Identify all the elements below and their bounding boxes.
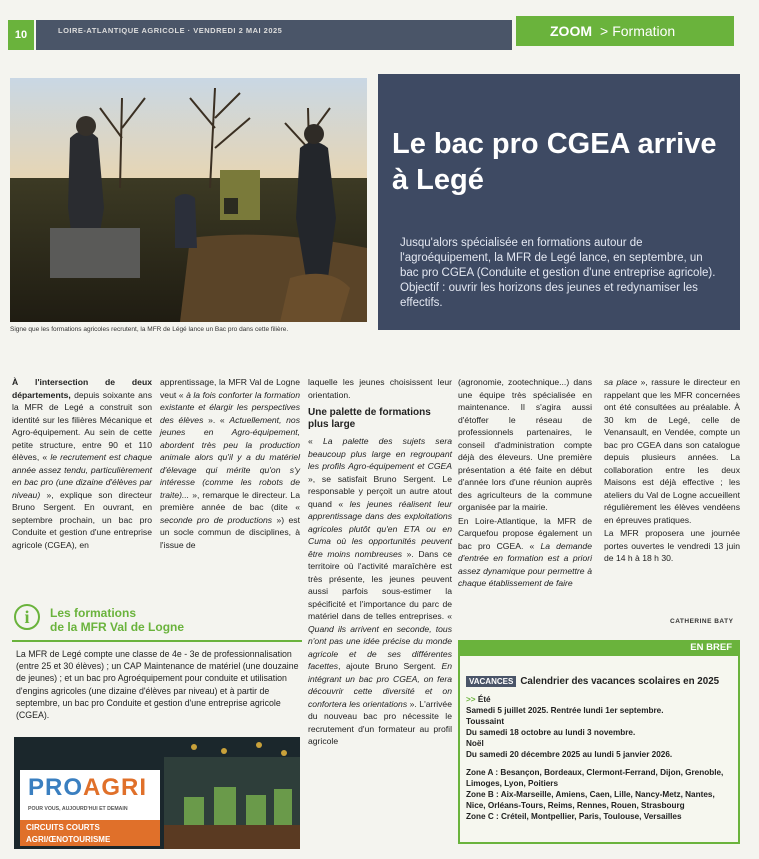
ad-banner — [20, 820, 160, 846]
article-photo — [10, 78, 367, 322]
col1-text-a: depuis soixante ans la MFR de Legé a construit son identité sur les filières Mécanique et Agro-équipement. Au sein de cette petite structure, entre 90 et 110 élèves, « — [12, 389, 152, 462]
col3-quote-1: La palette des sujets sera beaucoup plus large en regroupant les profils Agro-équipement et CGEA — [308, 436, 452, 471]
infobox-divider — [12, 640, 302, 642]
article-column-3 — [308, 376, 452, 749]
arrow-icon: >> — [466, 695, 476, 704]
article-column-1 — [12, 376, 152, 552]
col3-text-f: ». L'arrivée du nouveau bac pro nécessite le recrutement d'un formateur au profil agricole — [308, 698, 452, 746]
logo-pro: PRO — [28, 774, 84, 801]
photo-caption: Signe que les formations agricoles recrutent, la MFR de Légé lance un Bac pro dans cette filière. — [10, 326, 289, 333]
noel-dates: Du samedi 20 décembre 2025 au lundi 5 janvier 2026. — [466, 750, 673, 760]
ete-dates: Samedi 5 juillet 2025. Rentrée lundi 1er septembre. — [466, 706, 664, 716]
ad-banner-line-2: AGRI/ŒNOTOURISME — [26, 835, 111, 844]
col2-text-d: ») est un socle commun de disciplines, à l'issue de — [160, 514, 300, 550]
col2-text-c: », remarque le directeur. La première année de bac (dite « — [160, 489, 300, 512]
ete-label: Été — [477, 695, 491, 704]
toussaint-label: Toussaint — [466, 717, 505, 727]
col3-text-a: laquelle les jeunes choisissent leur orientation. — [308, 377, 452, 400]
col2-text-b: ». « — [203, 414, 230, 425]
zone-a: Zone A : Besançon, Bordeaux, Clermont-Ferrand, Dijon, Grenoble, Limoges, Lyon, Poitiers — [466, 767, 724, 788]
col5-text-a: », rassure le directeur en rappelant que les MFR concernées ont été consultées au préalable. À 30 km de Legé, celle de Venansault, en Vendée, compte un bac pro CGEA dans son catalogue depuis plusieurs années. La collaboration entre les deux Maisons est déjà effective ; les ateliers du Val de Logne accueillent régulièrement les élèves vendéens en épreuves pratiques. — [604, 377, 740, 525]
col2-quote-3: seconde pro de productions — [160, 514, 273, 525]
article-lede: Jusqu'alors spécialisée en formations autour de l'agroéquipement, la MFR de Legé lance, en septembre, un bac pro CGEA (Conduite et gestion d'une entreprise agricole). Objectif : ouvrir les horizons des jeunes et redynamiser les effectifs. — [400, 237, 716, 309]
col5-quote-1: sa place — [604, 377, 638, 387]
vacances-body — [466, 694, 736, 822]
zoom-separator: > — [600, 23, 609, 39]
en-bref-label: EN BREF — [458, 640, 740, 656]
zoom-section-tab — [516, 16, 734, 46]
toussaint-dates: Du samedi 18 octobre au lundi 3 novembre. — [466, 728, 636, 738]
vacances-badge: VACANCES — [466, 676, 516, 687]
ad-tagline: POUR VOUS, AUJOURD'HUI ET DEMAIN — [28, 806, 128, 812]
article-column-2 — [160, 376, 300, 552]
vacances-title: Calendrier des vacances scolaires en 2025 — [520, 676, 720, 687]
noel-label: Noël — [466, 739, 484, 749]
col3-text-d: ». Dans ce territoire où l'activité maraîchère est très présente, les jeunes peuvent aussi parfois sous-estimer la spécificité et l'importance du parc de matériel dans de telles entreprises. « — [308, 548, 452, 621]
header-section-line: LOIRE-ATLANTIQUE AGRICOLE · VENDREDI 2 MAI 2025 — [58, 26, 283, 35]
col3-text-c: », se satisfait Bruno Sergent. Le responsable y perçoit un autre atout quand « — [308, 473, 452, 509]
col3-text-b: « — [308, 436, 323, 446]
col2-text-a: apprentissage, la MFR Val de Logne veut « — [160, 377, 300, 400]
zone-b: Zone B : Aix-Marseille, Amiens, Caen, Lille, Nancy-Metz, Nantes, Nice, Orléans-Tours, Reims, Rennes, Rouen, Strasbourg — [466, 789, 715, 810]
col3-text-e: , ajoute Bruno Sergent. — [338, 661, 442, 671]
col5-text-b: La MFR proposera une journée portes ouvertes le vendredi 13 juin de 14 h à 18 h 30. — [604, 528, 740, 563]
logo-agri: AGRI — [83, 774, 148, 801]
proagri-logo — [20, 770, 160, 820]
author-signature: CATHERINE BATY — [670, 618, 734, 625]
col4-text-a: (agronomie, zootechnique...) dans une équipe très spécialisée en maintenance. Il s'agira aussi d'étoffer le réseau de professionnels partenaires, le conseil d'administration compte déjà des éleveurs. Une première présentation a été faite en début d'année lors d'une réunion auprès des agriculteurs de la commune organisée par la mairie. — [458, 377, 592, 512]
article-title: Le bac pro CGEA arrive à Legé — [392, 128, 717, 196]
col4-quote-1: La demande d'entrée en formation est a priori assez dynamique pour permettre à chaque établissement de faire — [458, 540, 592, 588]
zoom-label: ZOOM — [550, 23, 592, 39]
col1-text-b: », explique son directeur Bruno Sergent. En ouvrant, en septembre prochain, un bac pro Conduite et gestion d'une entreprise agricole (CGEA), en — [12, 489, 152, 550]
info-icon: i — [14, 604, 40, 630]
header-bar — [36, 20, 512, 50]
lead-in: À l'intersection de deux départements, — [12, 377, 152, 400]
col1-quote: le recrutement est chaque année assez tendu, particulièrement en bac pro (une dizaine d'élèves par niveau) — [12, 452, 152, 500]
infobox-text: La MFR de Legé compte une classe de 4e - 3e de professionnalisation (entre 25 et 30 élèves) ; un CAP Maintenance de matériel (une douzaine de jeunes) ; et un bac pro Agroéquipement pour conduite et utilisation d'engins agricoles (une dizaine d'élèves par niveau) et à partir de septembre, un bac pro Conduite et gestion d'une entreprise agricole (CGEA). — [16, 649, 299, 721]
infobox-title — [50, 606, 184, 634]
col4-text-b: En Loire-Atlantique, la MFR de Carquefou propose également un bac pro CGEA. « — [458, 515, 592, 551]
col2-quote-1: à la fois conforter la formation existante et élargir les perspectives des élèves — [160, 389, 300, 425]
zone-c: Zone C : Créteil, Montpellier, Paris, Toulouse, Versailles — [466, 811, 682, 821]
zoom-section: Formation — [612, 23, 676, 39]
ad-banner-line-1: CIRCUITS COURTS — [26, 823, 100, 832]
page-number: 10 — [8, 20, 34, 50]
article-column-4 — [458, 376, 592, 591]
vacances-heading — [466, 676, 719, 687]
col2-quote-2: Actuellement, nos jeunes en Agro-équipement, abordent très peu la production animale alors qu'il y a du matériel d'élevage qui mérite qu'on s'y intéresse (comme les robots de traite)... — [160, 414, 300, 500]
infobox-title-line-2: de la MFR Val de Logne — [50, 620, 185, 634]
farm-field-photo — [10, 78, 367, 322]
col3-quote-2: les jeunes réalisent leur apprentissage dans des exploitations agricoles plutôt qu'en ETA ou en Cuma où les opportunités peuvent être moins nombreuses — [308, 498, 452, 559]
col3-quote-3: Quand ils arrivent en seconde, tous n'ont pas une idée précise du monde agricole et de ses différentes facettes — [308, 623, 452, 671]
infobox-title-line-1: Les formations — [50, 606, 137, 620]
subheading: Une palette de formations plus large — [308, 407, 431, 430]
article-column-5 — [604, 376, 740, 566]
col3-quote-4: En intégrant un bac pro CGEA, on fera découvrir cette diversité et on confortera les orientations — [308, 661, 452, 709]
